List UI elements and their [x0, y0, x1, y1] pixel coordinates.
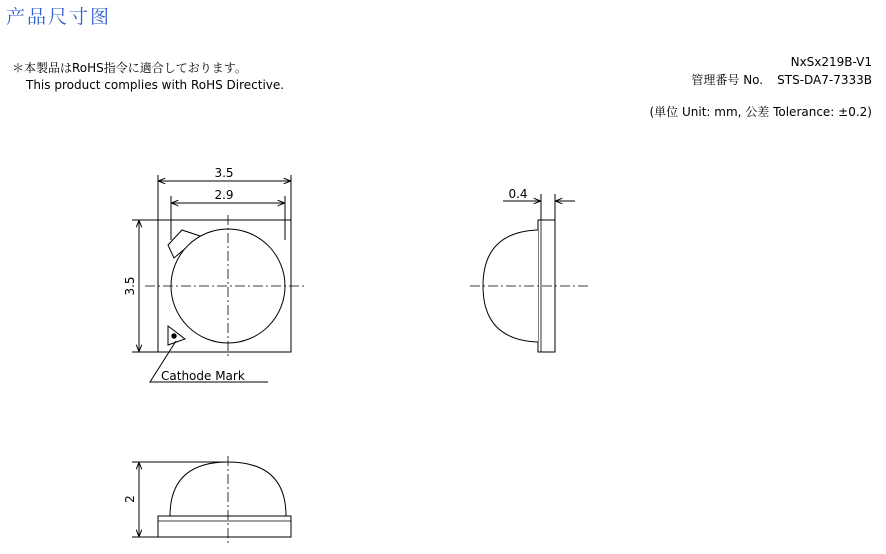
cathode-mark-dot: [172, 334, 176, 338]
top-view: [132, 175, 304, 382]
management-number-value: STS-DA7-7333B: [777, 73, 872, 87]
rohs-note-english: This product complies with RoHS Directive.: [26, 78, 285, 92]
part-number: NxSx219B-V1: [790, 55, 872, 69]
side-view: [470, 194, 590, 352]
rohs-note-japanese: ＊本製品はRoHS指令に適合しております。: [12, 61, 247, 75]
dim-front-height-label: 2: [123, 495, 137, 503]
cathode-mark-label: Cathode Mark: [161, 369, 245, 383]
dim-thickness-label: 0.4: [508, 187, 528, 201]
dim-height-label: 3.5: [123, 276, 137, 296]
page-title: 产品尺寸图: [6, 6, 112, 28]
front-view: [132, 456, 291, 544]
management-number-label: 管理番号 No.: [691, 73, 764, 87]
dim-width-outer-label: 3.5: [214, 166, 234, 180]
front-base: [158, 516, 291, 537]
dim-width-inner-label: 2.9: [214, 188, 234, 202]
units-tolerance: (単位 Unit: mm, 公差 Tolerance: ±0.2): [649, 105, 872, 119]
